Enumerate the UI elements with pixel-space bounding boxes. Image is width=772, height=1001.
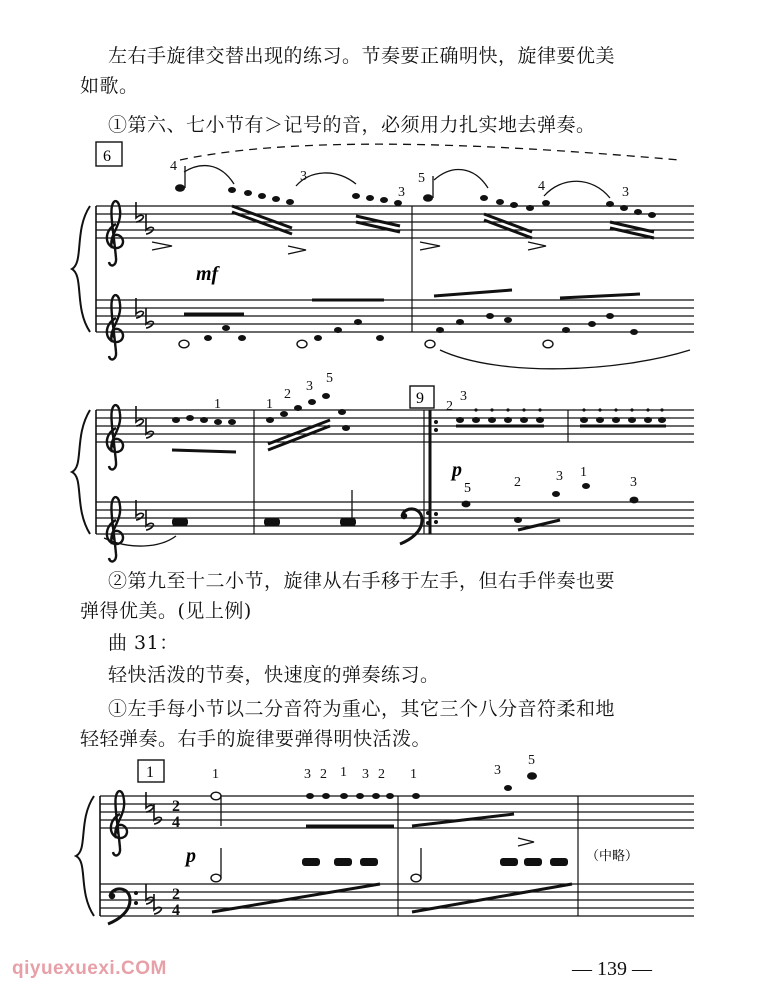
- dynamic-mark: p: [186, 845, 196, 867]
- measure-number: 9: [416, 390, 424, 407]
- note-melody-line-1: ②第九至十二小节，旋律从右手移于左手，但右手伴奏也要: [108, 570, 616, 592]
- fingering: 5: [528, 753, 535, 768]
- fingerings-system-3: [212, 753, 535, 782]
- time-signature-bottom: 4: [172, 902, 180, 919]
- fingering: 1: [214, 397, 221, 412]
- fingering: 5: [464, 481, 471, 496]
- measure-number: 1: [146, 764, 154, 781]
- dynamic-mark: mf: [196, 263, 219, 285]
- fingering: 4: [170, 159, 177, 174]
- left-hand-notes: [179, 290, 640, 348]
- fingering: 4: [538, 179, 545, 194]
- intro-line-1: 左右手旋律交替出现的练习。节奏要正确明快，旋律要优美: [108, 45, 616, 67]
- fingerings-left: [514, 465, 637, 490]
- left-hand-notes: [172, 483, 639, 530]
- fingering: 1: [580, 465, 587, 480]
- piece-description: 轻快活泼的节奏，快速度的弹奏练习。: [108, 664, 440, 686]
- time-signature: [172, 798, 180, 919]
- fingering: 3: [300, 169, 307, 184]
- note-left-hand-line-2: 轻轻弹奏。右手的旋律要弹得明快活泼。: [80, 728, 432, 750]
- note-accent: ①第六、七小节有＞记号的音，必须用力扎实地去弹奏。: [108, 114, 596, 136]
- fingering: 1: [212, 767, 219, 782]
- left-hand-notes: [211, 848, 572, 912]
- piece-heading: 曲 31：: [108, 632, 179, 654]
- watermark: qiyuexuexi.COM: [12, 958, 167, 979]
- fingering: 3: [630, 475, 637, 490]
- fingering: 3: [460, 389, 467, 404]
- fingering: 5: [418, 171, 425, 186]
- system-3: [76, 753, 694, 924]
- fingering: 3: [622, 185, 629, 200]
- intro-line-2: 如歌。: [80, 75, 139, 97]
- fingering: 3: [304, 767, 311, 782]
- fingering: 2: [284, 387, 291, 402]
- brace: [72, 206, 90, 332]
- fingering: 1: [266, 397, 273, 412]
- time-signature-top: 2: [172, 886, 180, 903]
- fingering: 3: [556, 469, 563, 484]
- system-2: [72, 371, 694, 561]
- fingering: 2: [446, 399, 453, 414]
- fingering: 3: [306, 379, 313, 394]
- measure-number: 6: [103, 148, 111, 165]
- page-number: — 139 —: [572, 958, 652, 980]
- note-left-hand-line-1: ①左手每小节以二分音符为重心，其它三个八分音符柔和地: [108, 698, 616, 720]
- fingering: 2: [378, 767, 385, 782]
- fingering: 3: [362, 767, 369, 782]
- fingerings-system-1: [170, 159, 629, 200]
- time-signature-top: 2: [172, 798, 180, 815]
- fingering: 2: [514, 475, 521, 490]
- fingering: 3: [494, 763, 501, 778]
- right-hand-notes: [211, 772, 537, 826]
- omission-note: （中略）: [586, 849, 639, 864]
- time-signature-bottom: 4: [172, 814, 180, 831]
- fingering: 3: [398, 185, 405, 200]
- dynamic-mark: p: [452, 459, 462, 481]
- fingering: 5: [326, 371, 333, 386]
- fingering: 1: [410, 767, 417, 782]
- fingering: 2: [320, 767, 327, 782]
- note-melody-line-2: 弹得优美。(见上例): [80, 600, 252, 622]
- system-1: [72, 142, 694, 369]
- fingering: 1: [340, 765, 347, 780]
- right-hand-notes: [175, 166, 656, 238]
